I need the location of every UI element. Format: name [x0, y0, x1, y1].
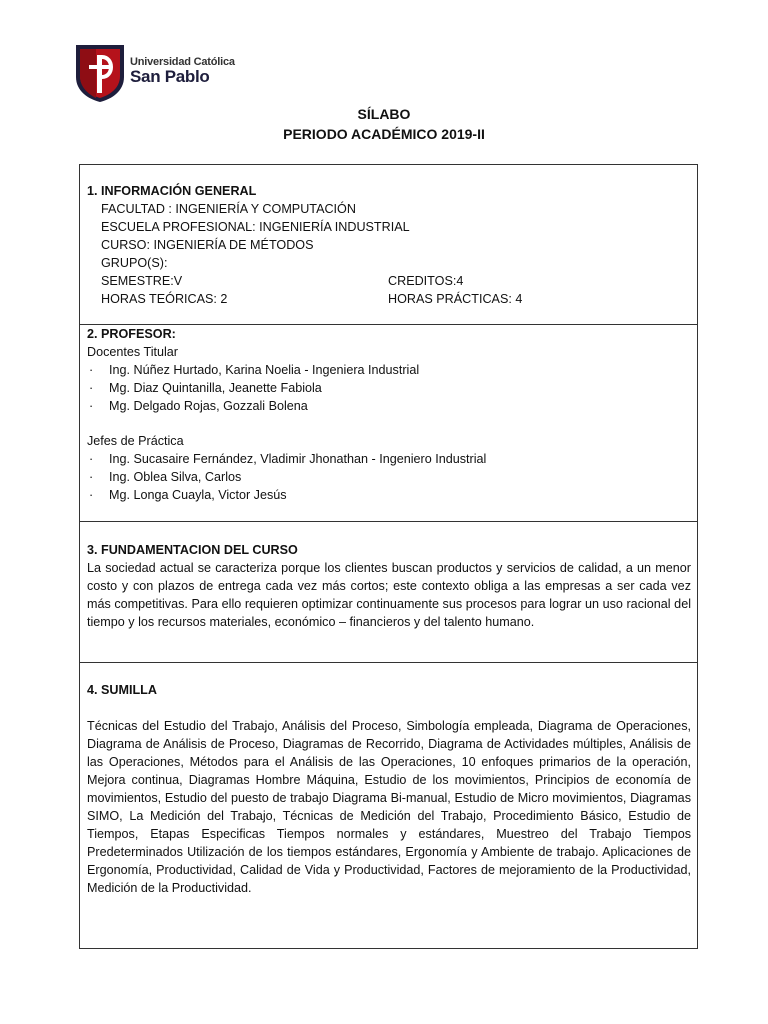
- horas-practicas: HORAS PRÁCTICAS: 4: [388, 292, 523, 306]
- bullet: ·: [89, 452, 94, 466]
- section2-heading: 2. PROFESOR:: [87, 327, 176, 341]
- list-item: [89, 450, 486, 468]
- document-subtitle: PERIODO ACADÉMICO 2019-II: [283, 126, 485, 142]
- university-logo: [74, 43, 235, 103]
- bullet: ·: [89, 381, 94, 395]
- creditos: CREDITOS:4: [388, 274, 464, 288]
- section-informacion-general: [79, 164, 698, 325]
- bullet: ·: [89, 363, 94, 377]
- jefe-name: Ing. Oblea Silva, Carlos: [109, 470, 242, 484]
- list-item: [89, 379, 322, 397]
- list-item: [89, 397, 308, 415]
- bullet: ·: [89, 470, 94, 484]
- grupos: GRUPO(S):: [101, 256, 168, 270]
- docente-name: Ing. Núñez Hurtado, Karina Noelia - Ingeniera Industrial: [109, 363, 420, 377]
- list-item: [89, 468, 241, 486]
- docente-name: Mg. Delgado Rojas, Gozzali Bolena: [109, 399, 308, 413]
- section3-heading: 3. FUNDAMENTACION DEL CURSO: [87, 543, 298, 557]
- docente-name: Mg. Diaz Quintanilla, Jeanette Fabiola: [109, 381, 322, 395]
- jefe-name: Mg. Longa Cuayla, Victor Jesús: [109, 488, 287, 502]
- jefes-label: Jefes de Práctica: [87, 434, 184, 448]
- list-item: [89, 361, 419, 379]
- logo-line-2: San Pablo: [130, 67, 210, 86]
- semestre: SEMESTRE:V: [101, 274, 183, 288]
- escuela: ESCUELA PROFESIONAL: INGENIERÍA INDUSTRIAL: [101, 220, 410, 234]
- document-title: SÍLABO: [357, 106, 411, 122]
- bullet: ·: [89, 399, 94, 413]
- logo-line-1: Universidad Católica: [130, 56, 235, 68]
- jefe-name: Ing. Sucasaire Fernández, Vladimir Jhonathan - Ingeniero Industrial: [109, 452, 487, 466]
- curso: CURSO: INGENIERÍA DE MÉTODOS: [101, 238, 314, 252]
- facultad: FACULTAD : INGENIERÍA Y COMPUTACIÓN: [101, 202, 356, 216]
- docentes-label: Docentes Titular: [87, 345, 178, 359]
- section-sumilla: [79, 662, 698, 949]
- fundamentacion-text: La sociedad actual se caracteriza porque los clientes buscan productos y servicios de calidad, a un menor costo y con plazos de entrega cada vez más cortos; este contexto obliga a las empresas a ser cada vez más competitivas. Para ello requieren optimizar continuamente sus procesos para lograr un uso racional del tiempo y los recursos materiales, económico – financieros y del talento humano.: [87, 561, 691, 629]
- section1-heading: 1. INFORMACIÓN GENERAL: [87, 184, 257, 198]
- bullet: ·: [89, 488, 94, 502]
- section-fundamentacion: [79, 521, 698, 663]
- section4-heading: 4. SUMILLA: [87, 683, 157, 697]
- sumilla-text: Técnicas del Estudio del Trabajo, Análisis del Proceso, Simbología empleada, Diagrama de Operaciones, Diagrama de Análisis de Proceso, Diagramas de Recorrido, Diagrama de Actividades múltiples, Análisis de las Operaciones, Métodos para el Análisis de las Operaciones, 10 enfoques primarios de la operación, Mejora continua, Diagramas Hombre Máquina, Estudio de los movimientos, Principios de economía de movimientos, Estudio del puesto de trabajo Diagrama Bi-manual, Estudio de Micro movimientos, Diagramas SIMO, La Medición del Trabajo, Técnicas de Medición del Trabajo, Procedimiento Básico, Estudio de Tiempos, Etapas Especificas Tiempos normales y estándares, Muestreo del Trabajo Tiempos Predeterminados Utilización de los tiempos estándares, Ergonomía y Ambiente de trabajo. Aplicaciones de Ergonomía, Productividad, Calidad de Vida y Productividad, Factores de mejoramiento de la Productividad, Medición de la Productividad.: [87, 719, 691, 895]
- shield-icon: [74, 43, 126, 103]
- section-profesor: [79, 324, 698, 522]
- list-item: [89, 486, 287, 504]
- horas-teoricas: HORAS TEÓRICAS: 2: [101, 292, 228, 306]
